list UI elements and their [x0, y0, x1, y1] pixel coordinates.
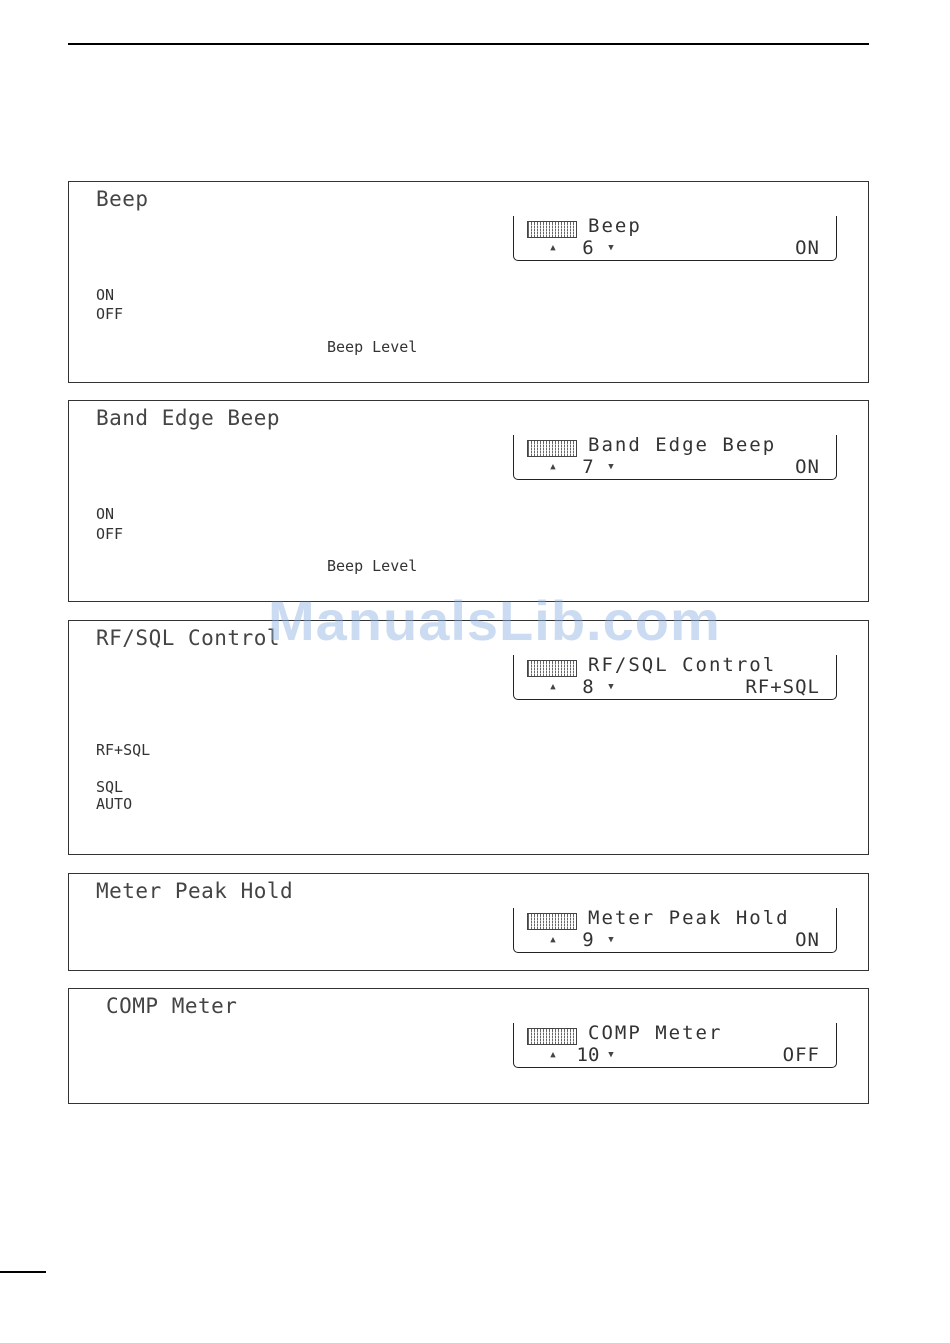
- section-band-edge-beep: [68, 400, 869, 602]
- section-rf-sql-control: [68, 620, 869, 855]
- lcd-value: OFF: [782, 1044, 820, 1066]
- triangle-up-icon: ▲: [550, 243, 556, 253]
- section-title: Beep: [96, 187, 149, 211]
- lcd-title: Meter Peak Hold: [588, 907, 790, 929]
- option-on: ON: [96, 286, 115, 304]
- triangle-down-icon: ▼: [608, 682, 614, 692]
- option-on: ON: [96, 505, 115, 523]
- lcd-value: ON: [795, 456, 820, 478]
- set-mode-badge-icon: [527, 660, 577, 677]
- triangle-down-icon: ▼: [608, 243, 614, 253]
- page-edge-mark: [0, 1271, 46, 1273]
- beep-level-note: Beep Level: [327, 557, 418, 575]
- lcd-title: Band Edge Beep: [588, 434, 777, 456]
- triangle-up-icon: ▲: [550, 682, 556, 692]
- lcd-title: COMP Meter: [588, 1022, 723, 1044]
- lcd-title: RF/SQL Control: [588, 654, 777, 676]
- lcd-display: [513, 655, 837, 700]
- lcd-item-number: 6: [582, 237, 594, 259]
- option-sql: SQL: [96, 778, 124, 796]
- set-mode-badge-icon: [527, 440, 577, 457]
- lcd-item-number: 9: [582, 929, 594, 951]
- lcd-value: RF+SQL: [745, 676, 820, 698]
- lcd-display: [513, 908, 837, 953]
- section-beep: [68, 181, 869, 383]
- beep-level-note: Beep Level: [327, 338, 418, 356]
- section-title: Band Edge Beep: [96, 406, 281, 430]
- section-title: RF/SQL Control: [96, 626, 281, 650]
- option-rf-sql: RF+SQL: [96, 741, 151, 759]
- triangle-up-icon: ▲: [550, 935, 556, 945]
- option-auto: AUTO: [96, 795, 133, 813]
- lcd-item-number: 7: [582, 456, 594, 478]
- lcd-display: [513, 435, 837, 480]
- section-meter-peak-hold: [68, 873, 869, 971]
- section-title: COMP Meter: [106, 994, 238, 1018]
- lcd-display: [513, 1023, 837, 1068]
- triangle-down-icon: ▼: [608, 1050, 614, 1060]
- top-rule: [68, 43, 869, 45]
- lcd-value: ON: [795, 929, 820, 951]
- triangle-down-icon: ▼: [608, 462, 614, 472]
- lcd-item-number: 8: [582, 676, 594, 698]
- lcd-title: Beep: [588, 215, 642, 237]
- watermark: ManualsLib.com: [268, 589, 721, 652]
- option-off: OFF: [96, 305, 124, 323]
- section-title: Meter Peak Hold: [96, 879, 294, 903]
- triangle-down-icon: ▼: [608, 935, 614, 945]
- triangle-up-icon: ▲: [550, 1050, 556, 1060]
- triangle-up-icon: ▲: [550, 462, 556, 472]
- lcd-item-number: 10: [576, 1044, 600, 1066]
- lcd-value: ON: [795, 237, 820, 259]
- option-off: OFF: [96, 525, 124, 543]
- set-mode-badge-icon: [527, 221, 577, 238]
- lcd-display: [513, 216, 837, 261]
- set-mode-badge-icon: [527, 1028, 577, 1045]
- set-mode-badge-icon: [527, 913, 577, 930]
- section-comp-meter: [68, 988, 869, 1104]
